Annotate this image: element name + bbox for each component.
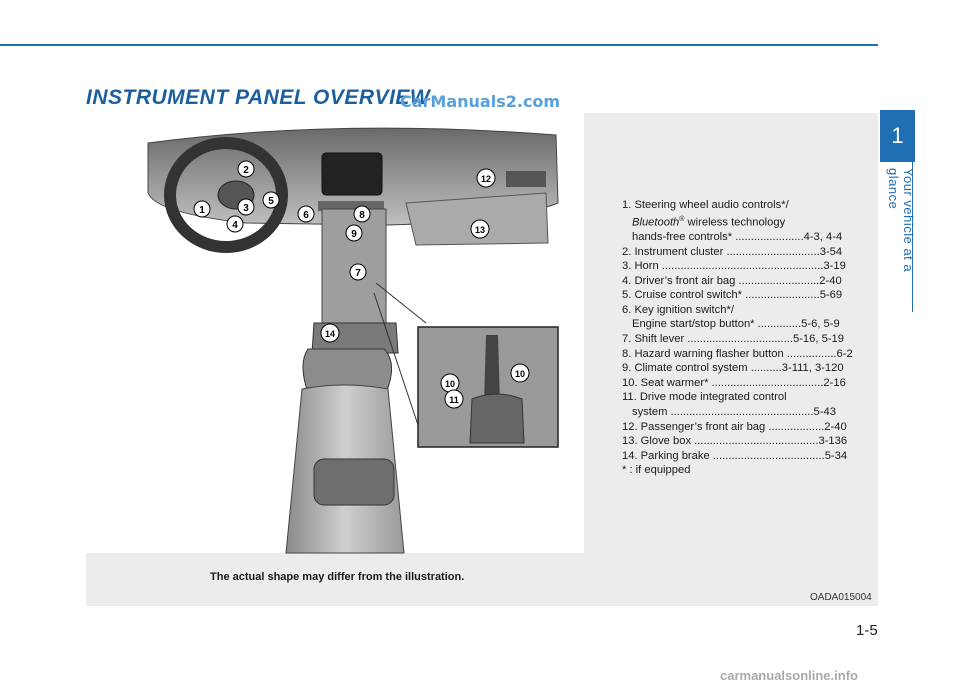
legend-item-9: 9. Climate control system ..........3-111, 3-120 — [622, 362, 844, 375]
legend-item-2: 2. Instrument cluster ..............................3-54 — [622, 245, 843, 258]
legend-item-14: 14. Parking brake ....................................5-34 — [622, 449, 848, 462]
legend-item-7: 7. Shift lever ..................................5-16, 5-19 — [622, 333, 844, 346]
chapter-tab[interactable]: 1 — [880, 110, 915, 162]
svg-text:7: 7 — [355, 268, 361, 279]
svg-text:9: 9 — [351, 229, 357, 240]
callout-4 — [227, 216, 243, 232]
svg-text:6: 6 — [303, 210, 309, 221]
legend-footnote: * : if equipped — [622, 464, 691, 477]
callout-12 — [477, 169, 495, 187]
svg-text:1: 1 — [199, 205, 205, 216]
svg-text:11: 11 — [449, 395, 459, 405]
svg-text:13: 13 — [474, 225, 486, 235]
figure-code: OADA015004 — [810, 592, 872, 603]
page-number: 1-5 — [856, 622, 878, 639]
section-title-vertical — [886, 168, 916, 308]
legend-item-10: 10. Seat warmer* ....................................2-16 — [622, 376, 846, 389]
legend-item-5: 5. Cruise control switch* ........................5-69 — [622, 289, 843, 302]
display-screen — [322, 153, 382, 195]
callout-2 — [238, 161, 254, 177]
figure-caption: The actual shape may differ from the illustration. — [210, 571, 465, 583]
callout-3 — [238, 199, 254, 215]
callout-14 — [321, 324, 339, 342]
callout-6 — [298, 206, 314, 222]
callout-5 — [263, 192, 279, 208]
callout-10-left — [441, 374, 459, 392]
legend-item-11: 11. Drive mode integrated control system ..............................................5-43 — [622, 391, 836, 419]
callout-13 — [471, 220, 489, 238]
callout-7 — [350, 264, 366, 280]
watermark-bottom: carmanualsonline.info — [720, 668, 858, 683]
legend-item-3: 3. Horn ....................................................3-19 — [622, 260, 846, 273]
callout-11 — [445, 390, 463, 408]
svg-text:8: 8 — [359, 210, 365, 221]
svg-text:10: 10 — [514, 369, 526, 379]
legend-item-13: 13. Glove box ........................................3-136 — [622, 435, 848, 448]
legend-item-6: 6. Key ignition switch*/ Engine start/stop button* ..............5-6, 5-9 — [622, 303, 840, 331]
page-title: INSTRUMENT PANEL OVERVIEW — [86, 86, 431, 109]
top-rule — [0, 44, 878, 46]
svg-text:4: 4 — [232, 220, 238, 231]
legend-item-4: 4. Driver’s front air bag ..........................2-40 — [622, 274, 842, 287]
legend-item-8: 8. Hazard warning flasher button ................6-2 — [622, 347, 853, 360]
legend-item-12: 12. Passenger’s front air bag ..................2-40 — [622, 420, 847, 433]
svg-text:14: 14 — [324, 329, 336, 339]
section-title: Your vehicle at a glance — [886, 168, 916, 273]
svg-text:12: 12 — [480, 174, 492, 184]
callout-1 — [194, 201, 210, 217]
svg-text:5: 5 — [268, 196, 274, 207]
callout-10-right — [511, 364, 529, 382]
svg-text:2: 2 — [243, 165, 249, 176]
watermark-top: CarManuals2.com — [400, 92, 561, 111]
callout-9 — [346, 225, 362, 241]
callout-8 — [354, 206, 370, 222]
legend-list — [622, 198, 870, 478]
legend-item-1: 1. Steering wheel audio controls*/ Bluetooth® wireless technology hands-free controls* ......................4-3, 4-4 — [622, 199, 843, 243]
svg-text:10: 10 — [444, 379, 456, 389]
svg-text:3: 3 — [243, 203, 249, 214]
